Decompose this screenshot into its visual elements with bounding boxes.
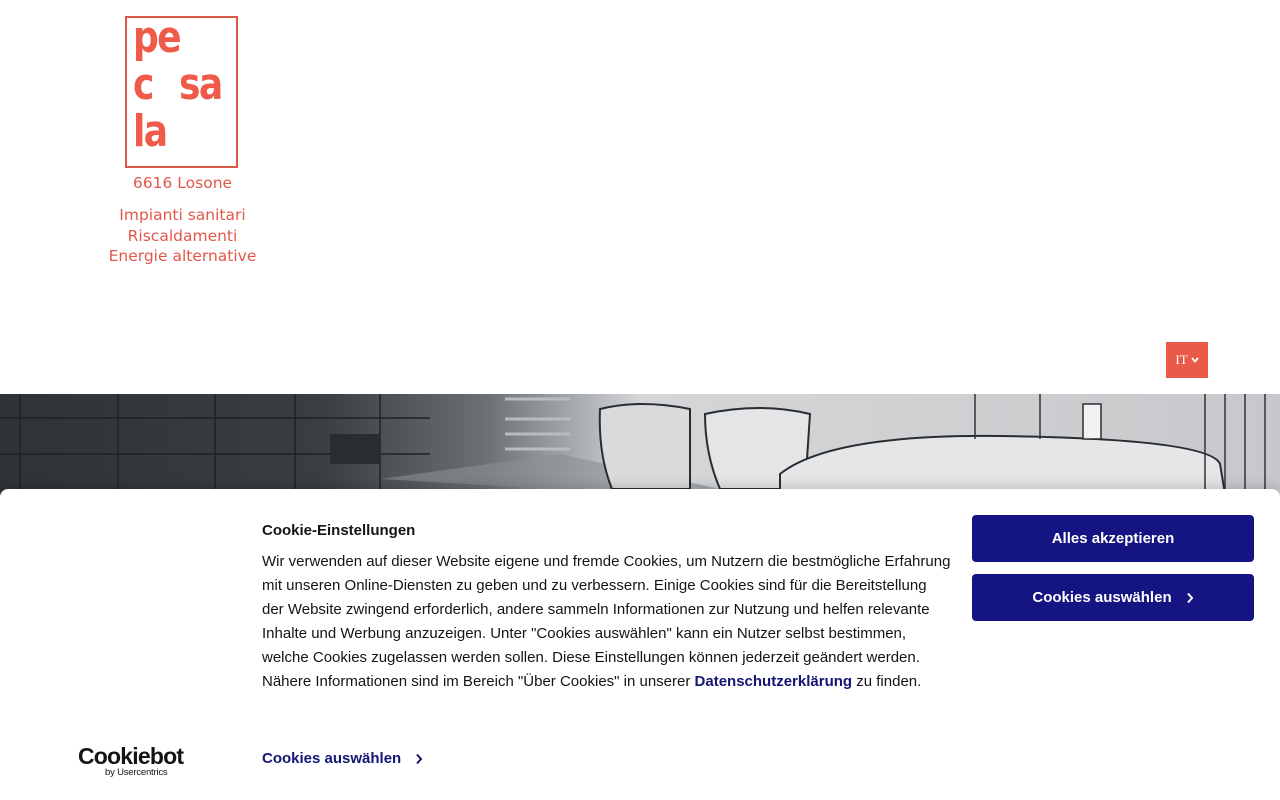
logo-letters-c: c bbox=[133, 59, 153, 110]
company-city: 6616 Losone bbox=[132, 174, 233, 192]
language-selector[interactable] bbox=[1166, 342, 1208, 378]
cookie-banner-text bbox=[262, 550, 952, 694]
logo-letters-la: la bbox=[133, 106, 167, 157]
chevron-right-icon bbox=[1186, 592, 1194, 604]
cookie-text-end: zu finden. bbox=[852, 673, 922, 690]
cookiebot-logo bbox=[78, 743, 188, 779]
logo-letters-pe: pe bbox=[133, 12, 181, 63]
chevron-down-icon bbox=[1191, 357, 1199, 363]
select-cookies-link[interactable] bbox=[262, 750, 423, 767]
cookiebot-logo-name: Cookiebot bbox=[78, 743, 184, 769]
service-item: Impianti sanitari bbox=[119, 206, 246, 224]
cookie-banner-title: Cookie-Einstellungen bbox=[262, 522, 416, 539]
select-cookies-label: Cookies auswählen bbox=[1032, 589, 1172, 606]
accept-all-button[interactable] bbox=[972, 515, 1254, 562]
select-cookies-button[interactable] bbox=[972, 574, 1254, 621]
service-item: Energie alternative bbox=[108, 247, 257, 265]
chevron-right-icon bbox=[415, 753, 423, 765]
cookie-banner bbox=[0, 489, 1280, 800]
cookiebot-logo-by: by Usercentrics bbox=[105, 767, 168, 778]
company-services bbox=[90, 205, 275, 267]
logo-letters-sa: sa bbox=[179, 59, 222, 110]
select-cookies-link-label: Cookies auswählen bbox=[262, 750, 402, 767]
logo-lettering bbox=[127, 12, 236, 166]
cookie-text-body: Wir verwenden auf dieser Website eigene und fremde Cookies, um Nutzern die bestmögliche Erfahrung mit unseren Online-Diensten zu geben und zu verbessern. Einige Cookies sind für die Bereitstellung der Website zwingend erforderlich, andere sammeln Informationen zur Nutzung und helfen relevante Inhalte und Werbung anzuzeigen. Unter "Cookies auswählen" kann ein Nutzer selbst bestimmen, welche Cookies zugelassen werden sollen. Diese Einstellungen können jederzeit geändert werden. Nähere Informationen sind im Bereich "Über Cookies" in unserer bbox=[262, 553, 951, 690]
accept-all-label: Alles akzeptieren bbox=[1051, 530, 1175, 547]
service-item: Riscaldamenti bbox=[127, 226, 238, 245]
language-label: IT bbox=[1175, 352, 1188, 367]
privacy-policy-link[interactable]: Datenschutzerklärung bbox=[694, 673, 853, 690]
company-logo[interactable] bbox=[125, 12, 238, 168]
